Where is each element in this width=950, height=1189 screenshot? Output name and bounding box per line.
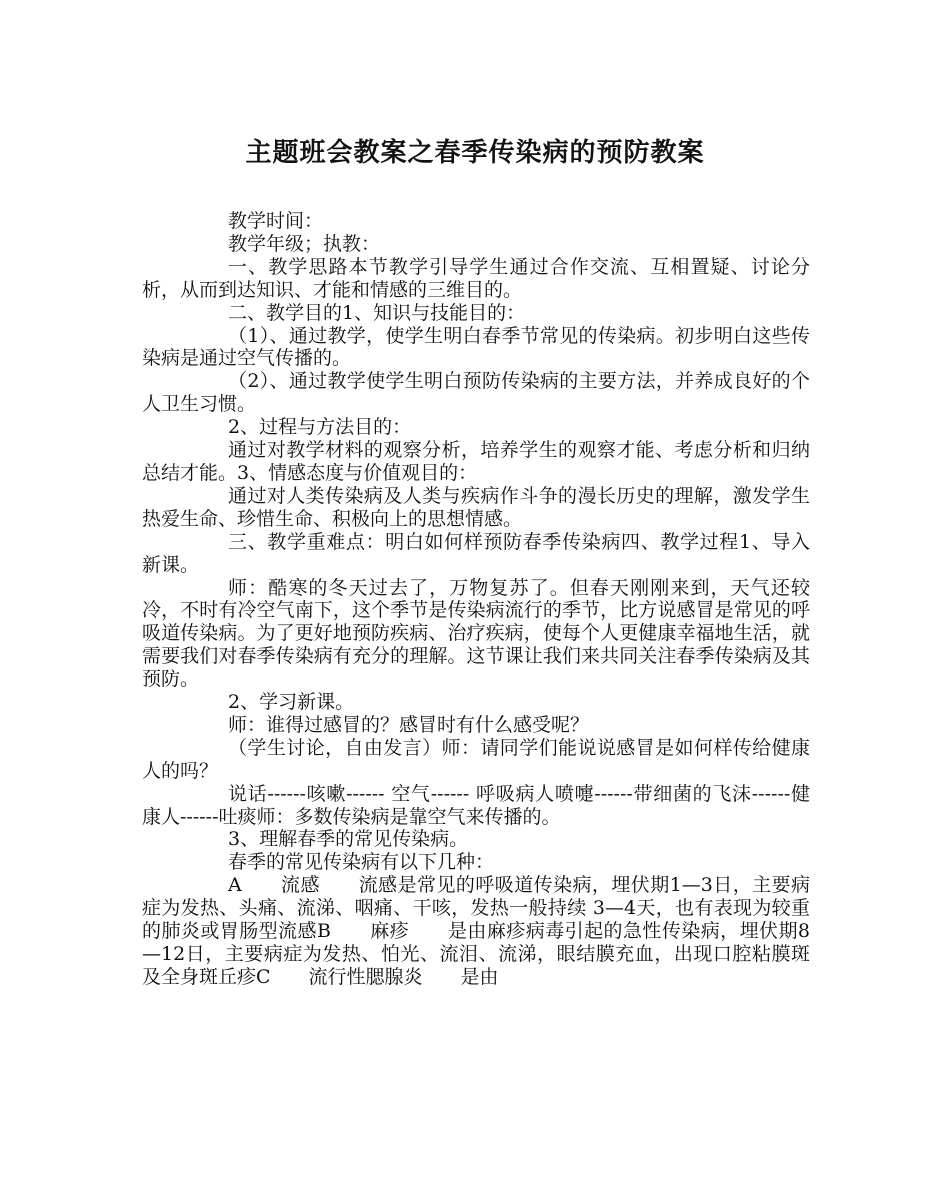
paragraph-observation: 通过对教学材料的观察分析，培养学生的观察才能、考虑分析和归纳总结才能。3、情感态度与价值观目的： — [142, 439, 810, 484]
document-body — [142, 210, 810, 989]
paragraph-teacher-question: 师：谁得过感冒的？感冒时有什么感受呢？ — [228, 713, 590, 736]
paragraph-teacher-intro: 师：酷寒的冬天过去了，万物复苏了。但春天刚刚来到，天气还较冷，不时有冷空气南下，这个季节是传染病流行的季节，比方说感冒是常见的呼吸道传染病。为了更好地预防疾病、治疗疾病，使每个人更健康幸福地生活，就需要我们对春季传染病有充分的理解。这节课让我们来共同关注春季传染病及其预防。 — [142, 576, 810, 691]
paragraph-disease-details: A 流感 流感是常见的呼吸道传染病，埋伏期1—3日，主要病症为发热、头痛、流涕、咽痛、干咳，发热一般持续 3—4天，也有表现为较重的肺炎或胃肠型流感B 麻疹 是由麻疹病毒引起的急性传染病，埋伏期8—12日，主要病症为发热、怕光、流泪、流涕，眼结膜充血，出现口腔粘膜斑及全身斑丘疹C 流行性腮腺炎 是由 — [142, 874, 810, 988]
paragraph-understand-diseases: 3、理解春季的常见传染病。 — [228, 828, 469, 851]
paragraph-goal-2: （2）、通过教学使学生明白预防传染病的主要方法，并养成良好的个人卫生习惯。 — [142, 370, 810, 416]
paragraph-disease-list-intro: 春季的常见传染病有以下几种： — [228, 851, 495, 874]
paragraph-student-discussion: （学生讨论，自由发言）师：请同学们能说说感冒是如何样传给健康人的吗？ — [142, 736, 810, 782]
paragraph-transmission-chain: 说话------咳嗽------ 空气------ 呼吸病人喷嚏------带细菌的飞沫------健康人------吐痰师：多数传染病是靠空气来传播的。 — [142, 782, 810, 828]
paragraph-goal-1: （1）、通过教学，使学生明白春季节常见的传染病。初步明白这些传染病是通过空气传播的。 — [142, 324, 810, 370]
paragraph-teaching-approach: 一、教学思路本节教学引导学生通过合作交流、互相置疑、讨论分析，从而到达知识、才能和情感的三维目的。 — [142, 255, 810, 301]
paragraph-teaching-goals: 二、教学目的1、知识与技能目的： — [228, 301, 526, 324]
paragraph-emotion: 通过对人类传染病及人类与疾病作斗争的漫长历史的理解，激发学生热爱生命、珍惜生命、积极向上的思想情感。 — [142, 484, 810, 530]
paragraph-new-lesson: 2、学习新课。 — [228, 691, 355, 714]
paragraph-teaching-time: 教学时间： — [228, 210, 324, 232]
paragraph-process-goals: 2、过程与方法目的： — [228, 416, 412, 439]
document-title: 主题班会教案之春季传染病的预防教案 — [245, 138, 705, 168]
paragraph-key-points: 三、教学重难点：明白如何样预防春季传染病四、教学过程1、导入新课。 — [142, 530, 810, 576]
paragraph-grade: 教学年级；执教： — [228, 232, 381, 255]
